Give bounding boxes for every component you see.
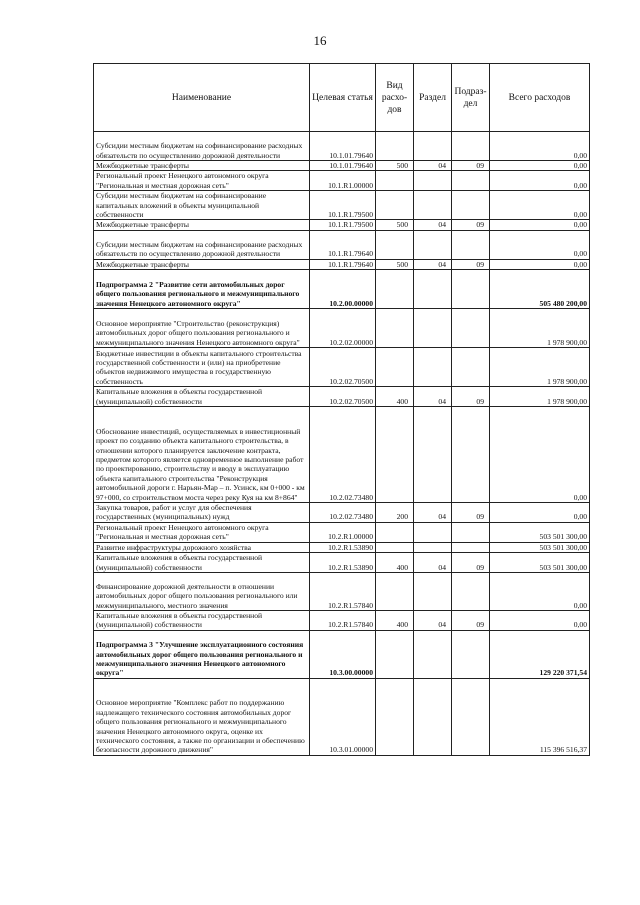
row-subsection bbox=[452, 270, 490, 309]
row-amount: 0,00 bbox=[490, 407, 590, 503]
row-section: 04 bbox=[414, 220, 452, 230]
row-amount: 0,00 bbox=[490, 191, 590, 220]
table-row bbox=[94, 407, 590, 503]
table-row bbox=[94, 348, 590, 387]
row-kind bbox=[376, 572, 414, 610]
table-row bbox=[94, 220, 590, 230]
row-subsection: 09 bbox=[452, 503, 490, 523]
row-kind bbox=[376, 132, 414, 161]
table-row bbox=[94, 387, 590, 407]
row-target-code: 10.2.R1.57840 bbox=[310, 572, 376, 610]
row-name: Капитальные вложения в объекты государственной (муниципальной) собственности bbox=[94, 387, 310, 407]
header-kind: Вид расхо-дов bbox=[376, 64, 414, 132]
row-subsection: 09 bbox=[452, 259, 490, 269]
row-section: 04 bbox=[414, 503, 452, 523]
row-target-code: 10.2.R1.53890 bbox=[310, 542, 376, 552]
row-name: Подпрограмма 2 "Развитие сети автомобильных дорог общего пользования регионального и межмуниципального значения Ненецкого автономного округа" bbox=[94, 270, 310, 309]
row-kind: 500 bbox=[376, 220, 414, 230]
row-subsection bbox=[452, 132, 490, 161]
row-name: Капитальные вложения в объекты государственной (муниципальной) собственности bbox=[94, 553, 310, 573]
row-kind: 400 bbox=[376, 553, 414, 573]
row-section: 04 bbox=[414, 387, 452, 407]
table-row bbox=[94, 132, 590, 161]
row-amount: 129 220 371,54 bbox=[490, 630, 590, 678]
table-header-row bbox=[94, 64, 590, 132]
row-target-code: 10.1.R1.79500 bbox=[310, 220, 376, 230]
row-subsection bbox=[452, 542, 490, 552]
table-row bbox=[94, 630, 590, 678]
row-target-code: 10.1.R1.00000 bbox=[310, 171, 376, 191]
header-subsection: Подраз-дел bbox=[452, 64, 490, 132]
row-name: Региональный проект Ненецкого автономного округа "Региональная и местная дорожная сеть" bbox=[94, 171, 310, 191]
row-section bbox=[414, 171, 452, 191]
row-section bbox=[414, 630, 452, 678]
row-name: Обоснование инвестиций, осуществляемых в инвестиционный проект по созданию объекта капитального строительства, в отношении которого планируется заключение контракта, предметом которого является одновременное выполнение работ по проектированию, строительству и вводу в эксплуатацию объекта капитального строительства "Реконструкция автомобильной дороги г. Нарьян-Мар – п. Усинск, км 0+000 - км 97+000, со строительством моста через реку Куя на км 8+864" bbox=[94, 407, 310, 503]
row-kind: 400 bbox=[376, 387, 414, 407]
row-name: Межбюджетные трансферты bbox=[94, 161, 310, 171]
header-section: Раздел bbox=[414, 64, 452, 132]
row-name: Закупка товаров, работ и услуг для обеспечения государственных (муниципальных) нужд bbox=[94, 503, 310, 523]
row-kind bbox=[376, 230, 414, 259]
row-section: 04 bbox=[414, 161, 452, 171]
row-kind bbox=[376, 191, 414, 220]
row-kind bbox=[376, 407, 414, 503]
table-row bbox=[94, 522, 590, 542]
row-kind: 500 bbox=[376, 161, 414, 171]
row-section bbox=[414, 309, 452, 348]
row-amount: 1 978 900,00 bbox=[490, 309, 590, 348]
row-section bbox=[414, 191, 452, 220]
row-target-code: 10.3.01.00000 bbox=[310, 678, 376, 755]
row-amount: 503 501 300,00 bbox=[490, 553, 590, 573]
table-row bbox=[94, 542, 590, 552]
table-row bbox=[94, 678, 590, 755]
row-section bbox=[414, 678, 452, 755]
row-name: Субсидии местным бюджетам на софинансирование капитальных вложений в объекты муниципальной собственности bbox=[94, 191, 310, 220]
row-name: Региональный проект Ненецкого автономного округа "Региональная и местная дорожная сеть" bbox=[94, 522, 310, 542]
row-subsection: 09 bbox=[452, 610, 490, 630]
row-amount: 115 396 516,37 bbox=[490, 678, 590, 755]
header-target: Целевая статья bbox=[310, 64, 376, 132]
row-section bbox=[414, 522, 452, 542]
table-row bbox=[94, 270, 590, 309]
row-target-code: 10.2.02.73480 bbox=[310, 503, 376, 523]
table-row bbox=[94, 610, 590, 630]
row-kind bbox=[376, 542, 414, 552]
row-name: Основное мероприятие "Строительство (реконструкция) автомобильных дорог общего пользования регионального и межмуниципального значения Ненецкого автономного округа" bbox=[94, 309, 310, 348]
row-target-code: 10.1.R1.79640 bbox=[310, 230, 376, 259]
row-target-code: 10.2.00.00000 bbox=[310, 270, 376, 309]
row-section bbox=[414, 407, 452, 503]
row-target-code: 10.2.R1.53890 bbox=[310, 553, 376, 573]
row-section: 04 bbox=[414, 553, 452, 573]
header-total: Всего расходов bbox=[490, 64, 590, 132]
row-name: Субсидии местным бюджетам на софинансирование расходных обязательств по осуществлению дорожной деятельности bbox=[94, 132, 310, 161]
row-subsection: 09 bbox=[452, 220, 490, 230]
table-row bbox=[94, 572, 590, 610]
row-target-code: 10.1.01.79640 bbox=[310, 132, 376, 161]
table-body bbox=[94, 132, 590, 756]
row-subsection: 09 bbox=[452, 387, 490, 407]
table-row bbox=[94, 503, 590, 523]
row-subsection bbox=[452, 191, 490, 220]
row-subsection bbox=[452, 407, 490, 503]
row-name: Капитальные вложения в объекты государственной (муниципальной) собственности bbox=[94, 610, 310, 630]
row-subsection bbox=[452, 309, 490, 348]
row-subsection: 09 bbox=[452, 161, 490, 171]
table-row bbox=[94, 161, 590, 171]
row-amount: 503 501 300,00 bbox=[490, 522, 590, 542]
row-section bbox=[414, 270, 452, 309]
row-kind bbox=[376, 171, 414, 191]
row-target-code: 10.2.02.73480 bbox=[310, 407, 376, 503]
row-name: Межбюджетные трансферты bbox=[94, 259, 310, 269]
row-subsection bbox=[452, 348, 490, 387]
table-row bbox=[94, 230, 590, 259]
expenditure-table bbox=[93, 63, 590, 756]
row-amount: 0,00 bbox=[490, 220, 590, 230]
row-section bbox=[414, 132, 452, 161]
row-section: 04 bbox=[414, 610, 452, 630]
row-kind: 400 bbox=[376, 610, 414, 630]
row-amount: 1 978 900,00 bbox=[490, 348, 590, 387]
row-amount: 0,00 bbox=[490, 171, 590, 191]
table-row bbox=[94, 309, 590, 348]
row-section bbox=[414, 542, 452, 552]
row-name: Межбюджетные трансферты bbox=[94, 220, 310, 230]
row-subsection: 09 bbox=[452, 553, 490, 573]
row-name: Финансирование дорожной деятельности в отношении автомобильных дорог общего пользования регионального или межмуниципального, местного значения bbox=[94, 572, 310, 610]
row-subsection bbox=[452, 230, 490, 259]
row-kind bbox=[376, 630, 414, 678]
row-amount: 505 480 200,00 bbox=[490, 270, 590, 309]
row-kind: 500 bbox=[376, 259, 414, 269]
row-amount: 0,00 bbox=[490, 572, 590, 610]
row-target-code: 10.2.02.70500 bbox=[310, 348, 376, 387]
row-target-code: 10.1.01.79640 bbox=[310, 161, 376, 171]
table-row bbox=[94, 171, 590, 191]
row-subsection bbox=[452, 522, 490, 542]
row-target-code: 10.1.R1.79500 bbox=[310, 191, 376, 220]
row-subsection bbox=[452, 171, 490, 191]
row-section bbox=[414, 572, 452, 610]
row-amount: 1 978 900,00 bbox=[490, 387, 590, 407]
row-target-code: 10.2.02.70500 bbox=[310, 387, 376, 407]
row-target-code: 10.1.R1.79640 bbox=[310, 259, 376, 269]
row-amount: 0,00 bbox=[490, 259, 590, 269]
row-subsection bbox=[452, 630, 490, 678]
table-row bbox=[94, 553, 590, 573]
row-target-code: 10.2.02.00000 bbox=[310, 309, 376, 348]
table-row bbox=[94, 259, 590, 269]
row-target-code: 10.2.R1.57840 bbox=[310, 610, 376, 630]
row-target-code: 10.3.00.00000 bbox=[310, 630, 376, 678]
row-subsection bbox=[452, 678, 490, 755]
row-name: Субсидии местным бюджетам на софинансирование расходных обязательств по осуществлению дорожной деятельности bbox=[94, 230, 310, 259]
row-kind bbox=[376, 348, 414, 387]
row-section bbox=[414, 348, 452, 387]
row-section: 04 bbox=[414, 259, 452, 269]
row-kind bbox=[376, 678, 414, 755]
row-name: Основное мероприятие "Комплекс работ по поддержанию надлежащего технического состояния автомобильных дорог общего пользования регионального и межмуниципального значения Ненецкого автономного округа, оценке их технического состояния, а также по организации и обеспечению безопасности дорожного движения" bbox=[94, 678, 310, 755]
row-section bbox=[414, 230, 452, 259]
row-amount: 0,00 bbox=[490, 503, 590, 523]
row-name: Бюджетные инвестиции в объекты капитального строительства государственной собственности и (или) на приобретение объектов недвижимого имущества в государственную собственность bbox=[94, 348, 310, 387]
page-number: 16 bbox=[313, 33, 327, 48]
row-amount: 0,00 bbox=[490, 610, 590, 630]
row-name: Развитие инфраструктуры дорожного хозяйства bbox=[94, 542, 310, 552]
row-kind: 200 bbox=[376, 503, 414, 523]
row-amount: 503 501 300,00 bbox=[490, 542, 590, 552]
row-amount: 0,00 bbox=[490, 230, 590, 259]
header-name: Наименование bbox=[94, 64, 310, 132]
row-amount: 0,00 bbox=[490, 132, 590, 161]
row-amount: 0,00 bbox=[490, 161, 590, 171]
table-row bbox=[94, 191, 590, 220]
row-kind bbox=[376, 309, 414, 348]
row-kind bbox=[376, 522, 414, 542]
row-name: Подпрограмма 3 "Улучшение эксплуатационного состояния автомобильных дорог общего пользования регионального и межмуниципального значения Ненецкого автономного округа" bbox=[94, 630, 310, 678]
row-kind bbox=[376, 270, 414, 309]
row-subsection bbox=[452, 572, 490, 610]
row-target-code: 10.2.R1.00000 bbox=[310, 522, 376, 542]
